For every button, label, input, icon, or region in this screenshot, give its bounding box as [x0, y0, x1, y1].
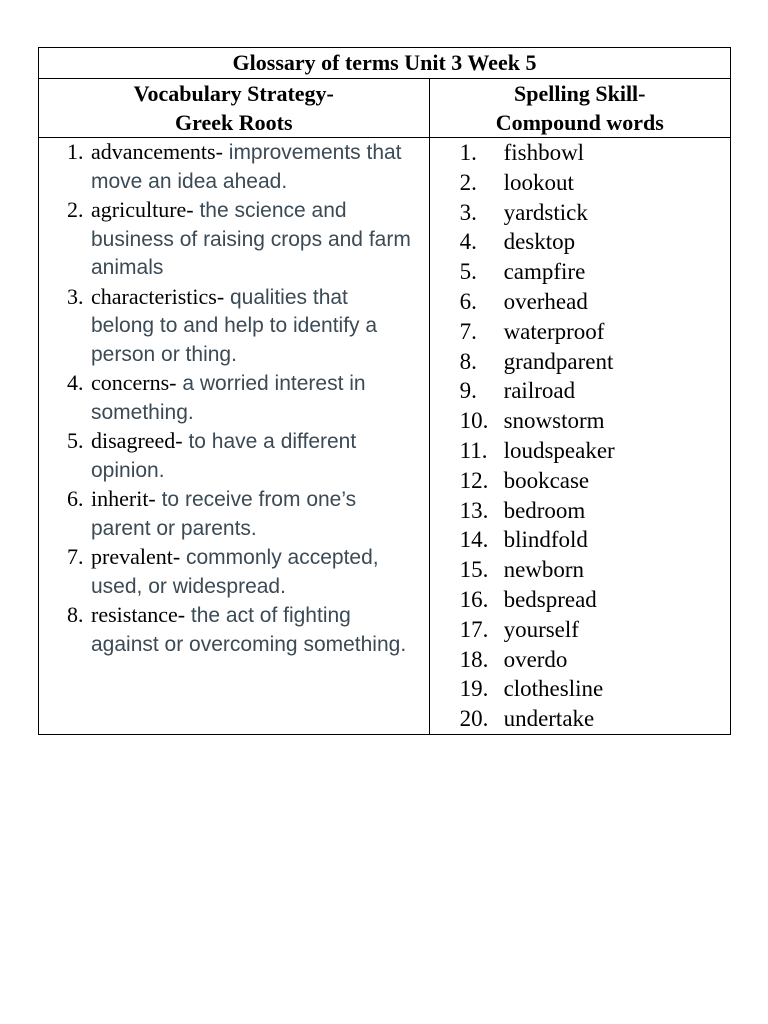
vocabulary-definition: the act of fighting against or overcoming something.	[91, 604, 407, 656]
spelling-item	[430, 585, 730, 615]
spelling-item	[430, 198, 730, 228]
spelling-item	[430, 168, 730, 198]
vocabulary-definition: a worried interest in something.	[91, 372, 366, 424]
spelling-word: waterproof	[503, 318, 605, 344]
vocabulary-item-number: 6.	[67, 486, 84, 511]
vocabulary-header-line2: Greek Roots	[175, 110, 293, 135]
spelling-item-number: 16.	[459, 586, 489, 612]
vocabulary-definition: to receive from one’s parent or parents.	[91, 488, 357, 540]
spelling-item-number: 4.	[459, 229, 477, 255]
spelling-item	[430, 674, 730, 704]
spelling-item-number: 17.	[459, 616, 489, 642]
spelling-item-number: 11.	[459, 437, 488, 463]
spelling-word: yourself	[503, 616, 579, 642]
spelling-item-number: 7.	[459, 318, 477, 344]
vocabulary-term: resistance-	[91, 602, 186, 627]
spelling-item-number: 18.	[459, 646, 489, 672]
spelling-item	[430, 466, 730, 496]
vocabulary-term: concerns-	[91, 370, 177, 395]
spelling-word: yardstick	[503, 199, 588, 225]
spelling-item	[430, 615, 730, 645]
spelling-item	[430, 645, 730, 675]
vocabulary-term: prevalent-	[91, 544, 181, 569]
spelling-item	[430, 704, 730, 734]
vocabulary-definition: improvements that move an idea ahead.	[91, 141, 402, 193]
vocabulary-definition: the science and business of raising crops and farm animals	[91, 199, 411, 279]
spelling-item-number: 12.	[459, 467, 489, 493]
spelling-item-number: 19.	[459, 676, 489, 702]
spelling-word: snowstorm	[503, 408, 605, 434]
spelling-item	[430, 496, 730, 526]
vocabulary-item-number: 3.	[67, 283, 84, 309]
spelling-word: clothesline	[503, 676, 604, 702]
spelling-item-number: 20.	[459, 706, 489, 732]
spelling-item-number: 1.	[459, 140, 477, 165]
vocabulary-definition: to have a different opinion.	[91, 430, 357, 482]
spelling-item-number: 2.	[459, 169, 477, 195]
spelling-item-number: 8.	[459, 348, 477, 374]
vocabulary-item	[39, 427, 429, 484]
spelling-word: undertake	[503, 706, 595, 732]
glossary-title: Glossary of terms Unit 3 Week 5	[39, 48, 731, 79]
vocabulary-header	[39, 79, 430, 138]
vocabulary-item	[39, 485, 429, 542]
spelling-item	[430, 376, 730, 406]
vocabulary-item-number: 4.	[67, 370, 84, 395]
spelling-item	[430, 227, 730, 257]
vocabulary-item-number: 1.	[67, 139, 84, 164]
spelling-word: desktop	[503, 229, 576, 255]
vocabulary-term: agriculture-	[91, 197, 194, 222]
vocabulary-definition: commonly accepted, used, or widespread.	[91, 546, 379, 598]
spelling-item-number: 13.	[459, 497, 489, 523]
spelling-cell	[429, 138, 730, 735]
vocabulary-item-number: 7.	[67, 544, 84, 569]
spelling-item	[430, 138, 730, 168]
spelling-item-number: 14.	[459, 527, 489, 553]
spelling-list	[430, 138, 730, 734]
vocabulary-item	[39, 369, 429, 426]
spelling-word: bookcase	[503, 467, 590, 493]
spelling-word: blindfold	[503, 527, 588, 553]
vocabulary-term: disagreed-	[91, 428, 183, 453]
vocabulary-item	[39, 601, 429, 658]
spelling-header-line2: Compound words	[495, 110, 664, 135]
vocabulary-item-number: 8.	[67, 602, 84, 627]
spelling-word: fishbowl	[503, 140, 585, 165]
vocabulary-item	[39, 138, 429, 195]
spelling-item	[430, 317, 730, 347]
vocabulary-item	[39, 196, 429, 282]
vocabulary-definition: qualities that belong to and help to identify a person or thing.	[91, 285, 378, 366]
spelling-item	[430, 257, 730, 287]
spelling-item	[430, 555, 730, 585]
vocabulary-item	[39, 283, 429, 369]
vocabulary-term: inherit-	[91, 486, 156, 511]
vocabulary-list	[39, 138, 429, 658]
spelling-word: loudspeaker	[503, 437, 615, 463]
spelling-word: newborn	[503, 557, 585, 583]
vocabulary-item-number: 2.	[67, 197, 84, 222]
spelling-item	[430, 347, 730, 377]
spelling-word: campfire	[503, 259, 586, 285]
spelling-item	[430, 406, 730, 436]
spelling-item-number: 6.	[459, 288, 477, 314]
spelling-word: lookout	[503, 169, 574, 195]
spelling-item-number: 5.	[459, 259, 477, 285]
vocabulary-item-number: 5.	[67, 428, 84, 453]
vocabulary-term: characteristics-	[91, 283, 225, 309]
spelling-item-number: 10.	[459, 408, 489, 434]
spelling-word: grandparent	[503, 348, 614, 374]
spelling-item	[430, 287, 730, 317]
spelling-item-number: 9.	[459, 378, 477, 404]
spelling-item	[430, 525, 730, 555]
spelling-word: railroad	[503, 378, 576, 404]
spelling-word: overdo	[503, 646, 568, 672]
spelling-item	[430, 436, 730, 466]
spelling-item-number: 15.	[459, 557, 489, 583]
spelling-word: overhead	[503, 288, 588, 314]
vocabulary-item	[39, 543, 429, 600]
spelling-word: bedroom	[503, 497, 586, 523]
vocabulary-cell	[39, 138, 430, 735]
vocabulary-term: advancements-	[91, 139, 223, 164]
spelling-item-number: 3.	[459, 199, 477, 225]
spelling-header-line1: Spelling Skill-	[514, 81, 646, 106]
spelling-word: bedspread	[503, 586, 597, 612]
spelling-header	[429, 79, 730, 138]
vocabulary-header-line1: Vocabulary Strategy-	[133, 81, 334, 106]
glossary-table	[38, 47, 731, 735]
